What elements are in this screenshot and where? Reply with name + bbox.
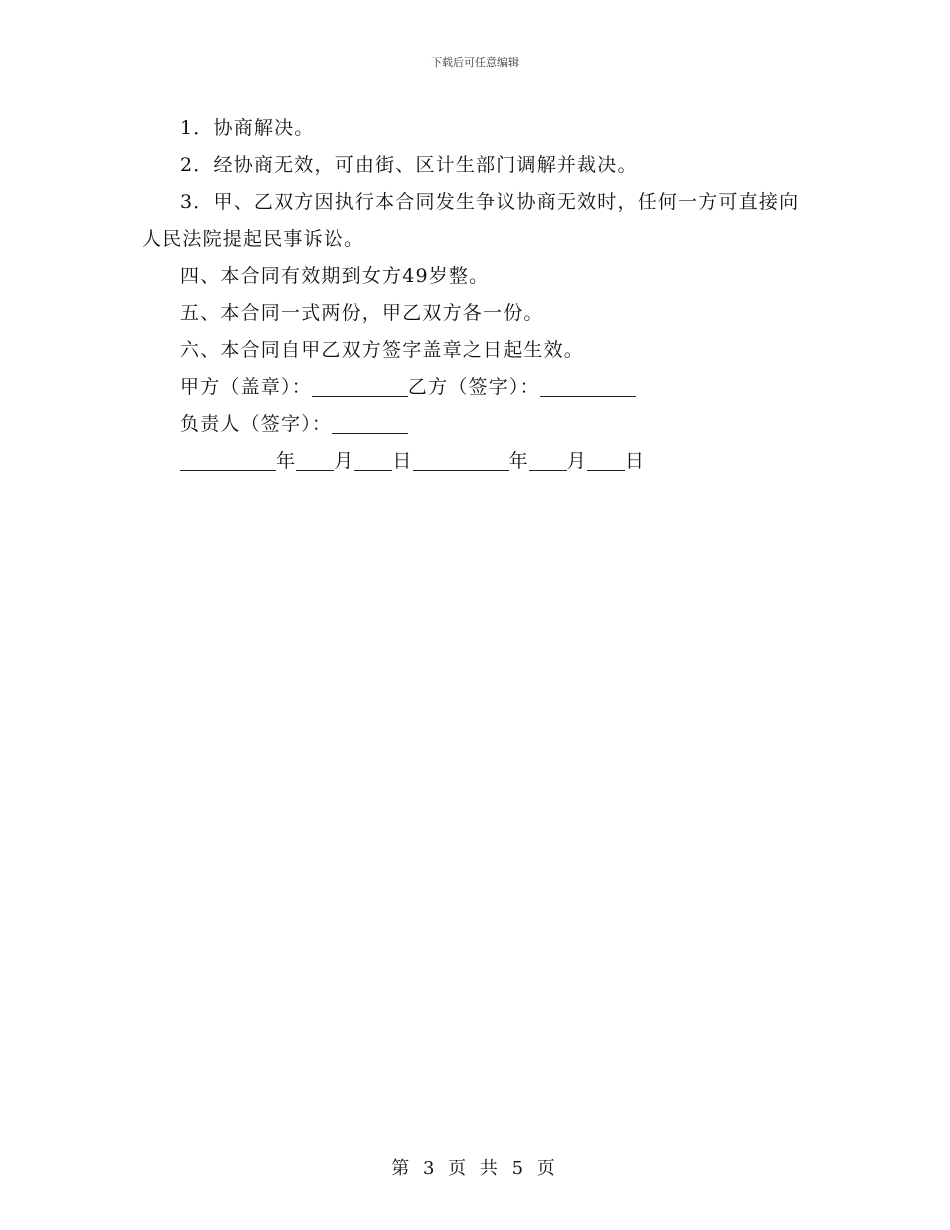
paragraph-litigation: 3．甲、乙双方因执行本合同发生争议协商无效时，任何一方可直接向人民法院提起民事诉讼。 — [142, 191, 800, 250]
month-label: 月 — [334, 450, 355, 472]
party-b-day-blank[interactable] — [587, 450, 625, 471]
party-a-label: 甲方（盖章）： — [180, 376, 312, 398]
date-line — [142, 443, 812, 480]
party-a-blank[interactable] — [312, 376, 408, 397]
responsible-label: 负责人（签字）： — [180, 413, 333, 435]
party-a-year-blank[interactable] — [180, 450, 276, 471]
paragraph-mediation: 2．经协商无效，可由街、区计生部门调解并裁决。 — [180, 154, 638, 176]
responsible-blank[interactable] — [332, 413, 408, 434]
month-label: 月 — [566, 450, 588, 472]
day-label: 日 — [625, 450, 646, 472]
paragraph-copies: 五、本合同一式两份，甲乙双方各一份。 — [180, 302, 544, 324]
paragraph-validity-period: 四、本合同有效期到女方49岁整。 — [180, 265, 490, 287]
party-b-year-blank[interactable] — [413, 450, 509, 471]
page-number: 第 3 页 共 5 页 — [391, 1158, 559, 1179]
year-label: 年 — [276, 450, 297, 472]
party-b-blank[interactable] — [540, 376, 636, 397]
party-a-day-blank[interactable] — [354, 450, 392, 471]
day-label: 日 — [392, 450, 413, 472]
responsible-signature-line — [142, 406, 812, 443]
party-b-month-blank[interactable] — [529, 450, 567, 471]
paragraph-effective-date: 六、本合同自甲乙双方签字盖章之日起生效。 — [180, 339, 585, 361]
party-a-month-blank[interactable] — [296, 450, 334, 471]
party-signature-line — [142, 369, 812, 406]
document-body — [142, 110, 812, 480]
party-b-label: 乙方（签字）： — [407, 376, 540, 398]
header-note: 下载后可任意编辑 — [431, 56, 519, 69]
year-label: 年 — [508, 450, 529, 472]
paragraph-negotiation: 1．协商解决。 — [180, 117, 315, 139]
